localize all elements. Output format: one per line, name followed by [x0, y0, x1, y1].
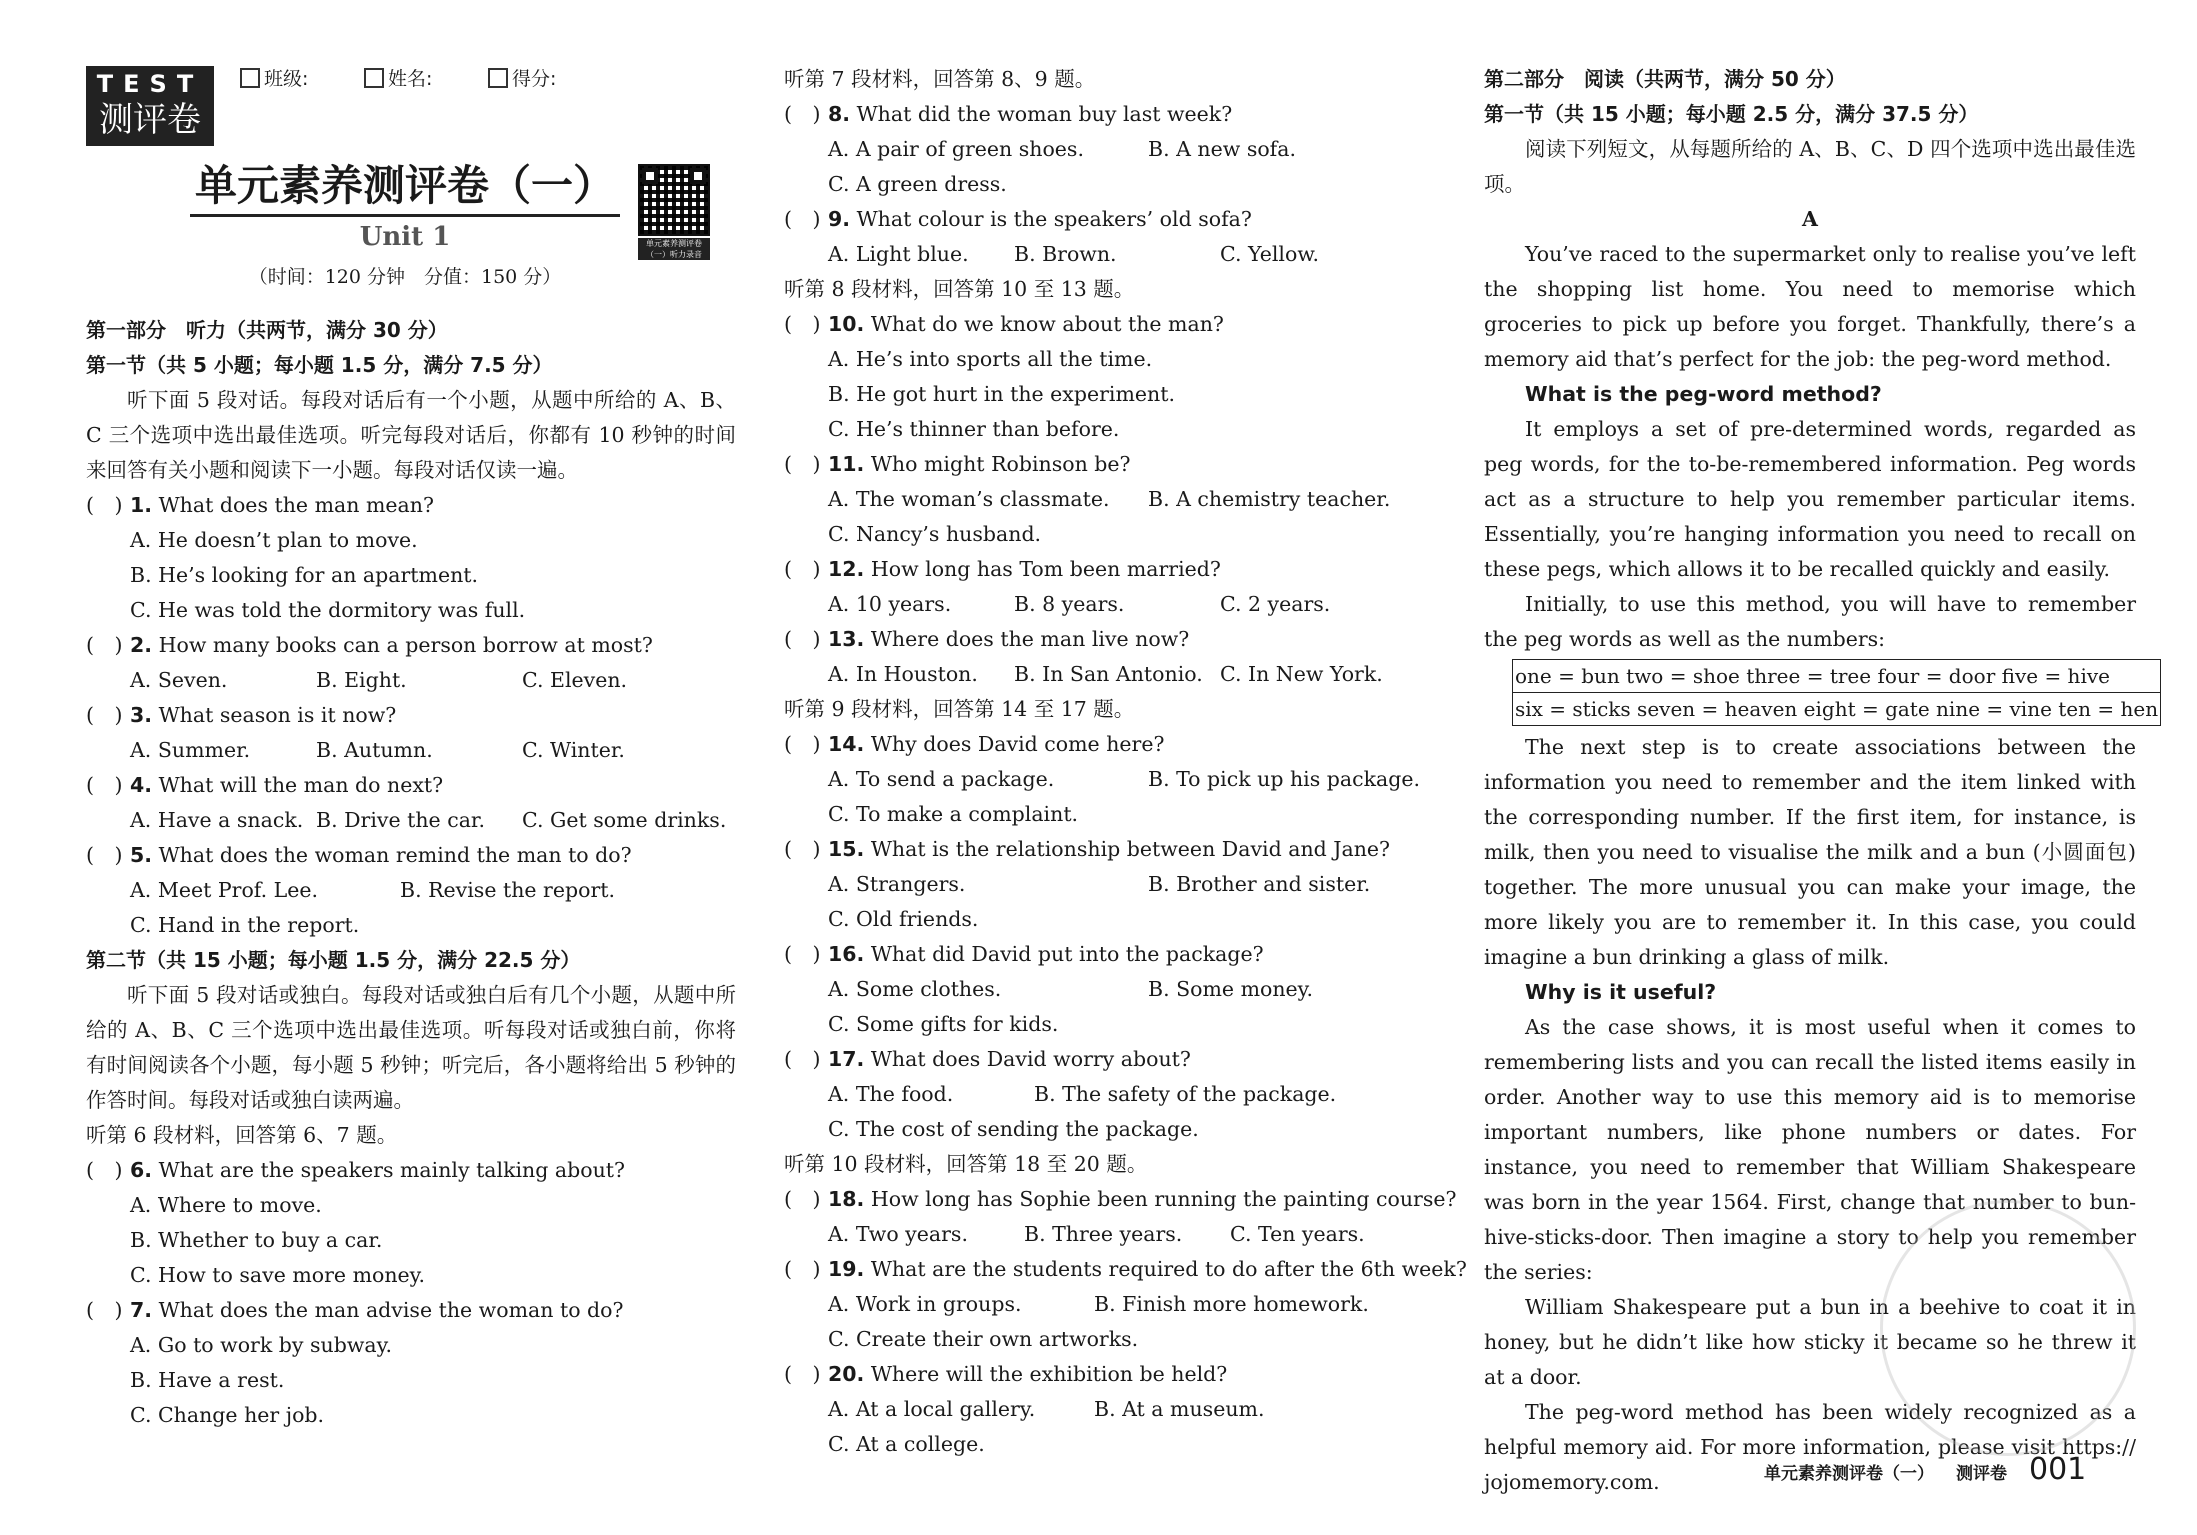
page-number: 001 — [2029, 1452, 2087, 1487]
option-c: C. Winter. — [522, 738, 625, 762]
option-a: A. Some clothes. — [828, 977, 1002, 1001]
question-4: ( ) 4. What will the man do next? A. Have a snack. B. Drive the car. C. Get some drinks. — [86, 768, 736, 838]
option-a: A. Go to work by subway. — [130, 1333, 393, 1357]
question-9: ( ) 9. What colour is the speakers’ old sofa? A. Light blue. B. Brown. C. Yellow. — [784, 202, 1444, 272]
passage-paragraph: Initially, to use this method, you will have to remember the peg words as well as the numbers: — [1484, 592, 2136, 651]
score-field[interactable]: 得分: — [488, 64, 612, 91]
option-b: B. Drive the car. — [316, 808, 485, 832]
qr-code-icon — [638, 164, 710, 236]
answer-bracket[interactable]: ( ) — [784, 837, 821, 861]
instructions: 听下面 5 段对话。每段对话后有一个小题，从题中所给的 A、B、C 三个选项中选出最佳选项。听完每段对话后，你都有 10 秒钟的时间来回答有关小题和阅读下一小题。每段对话仅读一遍。 — [86, 388, 736, 482]
option-b: B. A new sofa. — [1148, 137, 1297, 161]
watermark-stamp — [1880, 1200, 2136, 1456]
option-b: B. Some money. — [1148, 977, 1314, 1001]
option-b: B. Three years. — [1024, 1222, 1183, 1246]
answer-bracket[interactable]: ( ) — [86, 1158, 123, 1182]
option-b: B. To pick up his package. — [1148, 767, 1421, 791]
option-b: B. 8 years. — [1014, 592, 1125, 616]
passage-subheading: Why is it useful? — [1525, 980, 1717, 1004]
part-heading: 第二部分 阅读（共两节，满分 50 分） — [1484, 67, 1846, 91]
section-heading: 第一节（共 15 小题；每小题 2.5 分，满分 37.5 分） — [1484, 102, 1979, 126]
option-c: C. He’s thinner than before. — [828, 417, 1120, 441]
option-b: B. Have a rest. — [130, 1368, 285, 1392]
option-c: C. 2 years. — [1220, 592, 1331, 616]
option-a: A. Light blue. — [828, 242, 969, 266]
student-info-fields — [240, 64, 612, 91]
qr-code[interactable] — [638, 164, 710, 260]
option-a: A. A pair of green shoes. — [828, 137, 1084, 161]
question-2: ( ) 2. How many books can a person borrow at most? A. Seven. B. Eight. C. Eleven. — [86, 628, 736, 698]
question-7: ( ) 7. What does the man advise the woman to do? A. Go to work by subway. B. Have a rest. C. Change her job. — [86, 1293, 736, 1433]
answer-bracket[interactable]: ( ) — [784, 942, 821, 966]
answer-bracket[interactable]: ( ) — [784, 1257, 821, 1281]
question-15: ( ) 15. What is the relationship between David and Jane? A. Strangers. B. Brother and sister. C. Old friends. — [784, 832, 1444, 937]
answer-bracket[interactable]: ( ) — [784, 452, 821, 476]
column-left — [86, 313, 736, 1433]
question-13: ( ) 13. Where does the man live now? A. In Houston. B. In San Antonio. C. In New York. — [784, 622, 1444, 692]
option-a: A. 10 years. — [828, 592, 952, 616]
answer-bracket[interactable]: ( ) — [86, 493, 123, 517]
question-11: ( ) 11. Who might Robinson be? A. The woman’s classmate. B. A chemistry teacher. C. Nancy’s husband. — [784, 447, 1444, 552]
material-heading: 听第 10 段材料，回答第 18 至 20 题。 — [784, 1152, 1148, 1176]
option-b: B. Autumn. — [316, 738, 433, 762]
option-c: C. Nancy’s husband. — [828, 522, 1042, 546]
passage-paragraph: The next step is to create associations between the information you need to remember and the item linked with the corresponding number. If the first item, for instance, is milk, then you need to visualise the milk and a bun (小圆面包) together. The more unusual you can make your image, the more likely you are to remember it. In this case, you could imagine a bun drinking a glass of milk. — [1484, 735, 2136, 969]
option-b: B. Revise the report. — [400, 878, 616, 902]
option-c: C. He was told the dormitory was full. — [130, 598, 526, 622]
option-a: A. He’s into sports all the time. — [828, 347, 1153, 371]
question-10: ( ) 10. What do we know about the man? A. He’s into sports all the time. B. He got hurt in the experiment. C. He’s thinner than before. — [784, 307, 1444, 447]
answer-bracket[interactable]: ( ) — [86, 633, 123, 657]
option-b: B. At a museum. — [1094, 1397, 1265, 1421]
answer-bracket[interactable]: ( ) — [784, 557, 821, 581]
answer-bracket[interactable]: ( ) — [784, 312, 821, 336]
option-c: C. Yellow. — [1220, 242, 1319, 266]
option-c: C. Some gifts for kids. — [828, 1012, 1059, 1036]
option-a: A. Where to move. — [130, 1193, 322, 1217]
instructions: 阅读下列短文，从每题所给的 A、B、C、D 四个选项中选出最佳选项。 — [1484, 137, 2136, 196]
option-a: A. In Houston. — [828, 662, 978, 686]
question-19: ( ) 19. What are the students required to do after the 6th week? A. Work in groups. B. Finish more homework. C. Create their own artworks. — [784, 1252, 1444, 1357]
answer-bracket[interactable]: ( ) — [784, 1187, 821, 1211]
footer-label: 测评卷 — [1956, 1464, 2007, 1484]
option-a: A. Strangers. — [828, 872, 966, 896]
answer-bracket[interactable]: ( ) — [86, 843, 123, 867]
question-16: ( ) 16. What did David put into the package? A. Some clothes. B. Some money. C. Some gifts for kids. — [784, 937, 1444, 1042]
option-c: C. At a college. — [828, 1432, 985, 1456]
time-score-info: （时间：120 分钟 分值：150 分） — [248, 266, 562, 288]
section-heading: 第一节（共 5 小题；每小题 1.5 分，满分 7.5 分） — [86, 353, 553, 377]
question-17: ( ) 17. What does David worry about? A. The food. B. The safety of the package. C. The cost of sending the package. — [784, 1042, 1444, 1147]
class-field[interactable]: 班级: — [240, 64, 364, 91]
option-c: C. Change her job. — [130, 1403, 325, 1427]
passage-paragraph: You’ve raced to the supermarket only to realise you’ve left the shopping list home. You need to memorise which groceries to pick up before you forget. Thankfully, there’s a memory aid that’s perfect for the job: the peg-word method. — [1484, 242, 2136, 371]
question-14: ( ) 14. Why does David come here? A. To send a package. B. To pick up his package. C. To make a complaint. — [784, 727, 1444, 832]
material-heading: 听第 7 段材料，回答第 8、9 题。 — [784, 67, 1096, 91]
material-heading: 听第 6 段材料，回答第 6、7 题。 — [86, 1123, 398, 1147]
option-c: C. Eleven. — [522, 668, 628, 692]
passage-subheading: What is the peg-word method? — [1525, 382, 1882, 406]
logo-bottom-text: 测评卷 — [99, 100, 201, 140]
answer-bracket[interactable]: ( ) — [86, 773, 123, 797]
answer-bracket[interactable]: ( ) — [784, 732, 821, 756]
instructions: 听下面 5 段对话或独白。每段对话或独白后有几个小题，从题中所给的 A、B、C 三个选项中选出最佳选项。听每段对话或独白前，你将有时间阅读各个小题，每小题 5 秒钟；听完后，各小题将给出 5 秒钟的作答时间。每段对话或独白读两遍。 — [86, 983, 736, 1112]
option-a: A. Seven. — [130, 668, 228, 692]
option-a: A. He doesn’t plan to move. — [130, 528, 418, 552]
field-box-icon — [240, 68, 260, 88]
option-b: B. A chemistry teacher. — [1148, 487, 1391, 511]
option-b: B. In San Antonio. — [1014, 662, 1203, 686]
option-c: C. Create their own artworks. — [828, 1327, 1139, 1351]
passage-paragraph: As the case shows, it is most useful when it comes to remembering lists and you can recall the listed items easily in order. Another way to use this memory aid is to memorise important numbers, like phone numbers or dates. For instance, you need to remember that William Shakespeare was born in the year 1564. First, change that number to bun-hive-sticks-door. Then imagine a story to help you remember the series: — [1484, 1015, 2136, 1284]
option-c: C. How to save more money. — [130, 1263, 426, 1287]
option-b: B. Finish more homework. — [1094, 1292, 1369, 1316]
option-c: C. Old friends. — [828, 907, 979, 931]
option-b: B. The safety of the package. — [1034, 1082, 1337, 1106]
peg-words-table — [1512, 659, 2161, 726]
answer-bracket[interactable]: ( ) — [86, 703, 123, 727]
passage-paragraph: The peg-word method has been widely recognized as a helpful memory aid. For more information, please visit https:// jojomemory.com. — [1484, 1400, 2136, 1494]
option-a: A. To send a package. — [828, 767, 1055, 791]
question-6: ( ) 6. What are the speakers mainly talking about? A. Where to move. B. Whether to buy a car. C. How to save more money. — [86, 1153, 736, 1293]
test-logo — [86, 66, 214, 146]
question-20: ( ) 20. Where will the exhibition be held? A. At a local gallery. B. At a museum. C. At a college. — [784, 1357, 1444, 1462]
question-3: ( ) 3. What season is it now? A. Summer. B. Autumn. C. Winter. — [86, 698, 736, 768]
option-a: A. The food. — [828, 1082, 954, 1106]
qr-caption: 单元素养测评卷（一）听力录音 — [638, 238, 710, 260]
logo-top-text: TEST — [96, 70, 204, 98]
peg-words-row: six = sticks seven = heaven eight = gate nine = vine ten = hen — [1513, 693, 2161, 726]
option-a: A. Summer. — [130, 738, 251, 762]
option-a: A. Two years. — [828, 1222, 968, 1246]
page-footer — [1764, 1452, 2086, 1487]
option-c: C. Ten years. — [1230, 1222, 1365, 1246]
option-b: B. Eight. — [316, 668, 407, 692]
unit-label: Unit 1 — [359, 222, 451, 252]
answer-bracket[interactable]: ( ) — [784, 627, 821, 651]
field-box-icon — [488, 68, 508, 88]
option-a: A. At a local gallery. — [828, 1397, 1036, 1421]
answer-bracket[interactable]: ( ) — [784, 1362, 821, 1386]
answer-bracket[interactable]: ( ) — [784, 102, 821, 126]
option-a: A. Work in groups. — [828, 1292, 1022, 1316]
option-b: B. He’s looking for an apartment. — [130, 563, 479, 587]
page-title: 单元素养测评卷（一） — [190, 158, 620, 217]
option-c: C. Get some drinks. — [522, 808, 727, 832]
passage-label: A — [1802, 207, 1818, 231]
name-field[interactable]: 姓名: — [364, 64, 488, 91]
material-heading: 听第 8 段材料，回答第 10 至 13 题。 — [784, 277, 1135, 301]
option-b: B. He got hurt in the experiment. — [828, 382, 1175, 406]
option-b: B. Brown. — [1014, 242, 1117, 266]
field-box-icon — [364, 68, 384, 88]
answer-bracket[interactable]: ( ) — [86, 1298, 123, 1322]
option-a: A. The woman’s classmate. — [828, 487, 1110, 511]
option-a: A. Have a snack. — [130, 808, 304, 832]
section-heading: 第二节（共 15 小题；每小题 1.5 分，满分 22.5 分） — [86, 948, 581, 972]
answer-bracket[interactable]: ( ) — [784, 207, 821, 231]
option-c: C. The cost of sending the package. — [828, 1117, 1199, 1141]
question-1: ( ) 1. What does the man mean? A. He doesn’t plan to move. B. He’s looking for an apartment. C. He was told the dormitory was full. — [86, 488, 736, 628]
option-c: C. In New York. — [1220, 662, 1383, 686]
material-heading: 听第 9 段材料，回答第 14 至 17 题。 — [784, 697, 1135, 721]
option-b: B. Brother and sister. — [1148, 872, 1371, 896]
footer-title: 单元素养测评卷（一） — [1764, 1464, 1934, 1484]
peg-words-row: one = bun two = shoe three = tree four = door five = hive — [1513, 660, 2161, 693]
passage-paragraph: William Shakespeare put a bun in a beehive to coat it in honey, but he didn’t like how sticky it became so he threw it at a door. — [1484, 1295, 2136, 1389]
question-12: ( ) 12. How long has Tom been married? A. 10 years. B. 8 years. C. 2 years. — [784, 552, 1444, 622]
option-c: C. A green dress. — [828, 172, 1007, 196]
column-middle — [784, 62, 1467, 1462]
answer-bracket[interactable]: ( ) — [784, 1047, 821, 1071]
option-a: A. Meet Prof. Lee. — [130, 878, 319, 902]
option-b: B. Whether to buy a car. — [130, 1228, 383, 1252]
question-8: ( ) 8. What did the woman buy last week? A. A pair of green shoes. B. A new sofa. C. A green dress. — [784, 97, 1444, 202]
part-heading: 第一部分 听力（共两节，满分 30 分） — [86, 318, 448, 342]
option-c: C. Hand in the report. — [130, 913, 360, 937]
option-c: C. To make a complaint. — [828, 802, 1079, 826]
question-18: ( ) 18. How long has Sophie been running the painting course? A. Two years. B. Three years. C. Ten years. — [784, 1182, 1444, 1252]
passage-paragraph: It employs a set of pre-determined words, regarded as peg words, for the to-be-remembered information. Peg words act as a structure to help you remember particular items. Essentially, you’re hanging information you need to recall on these pegs, which allows it to be recalled quickly and easily. — [1484, 417, 2136, 581]
question-5: ( ) 5. What does the woman remind the man to do? A. Meet Prof. Lee. B. Revise the report. C. Hand in the report. — [86, 838, 736, 943]
